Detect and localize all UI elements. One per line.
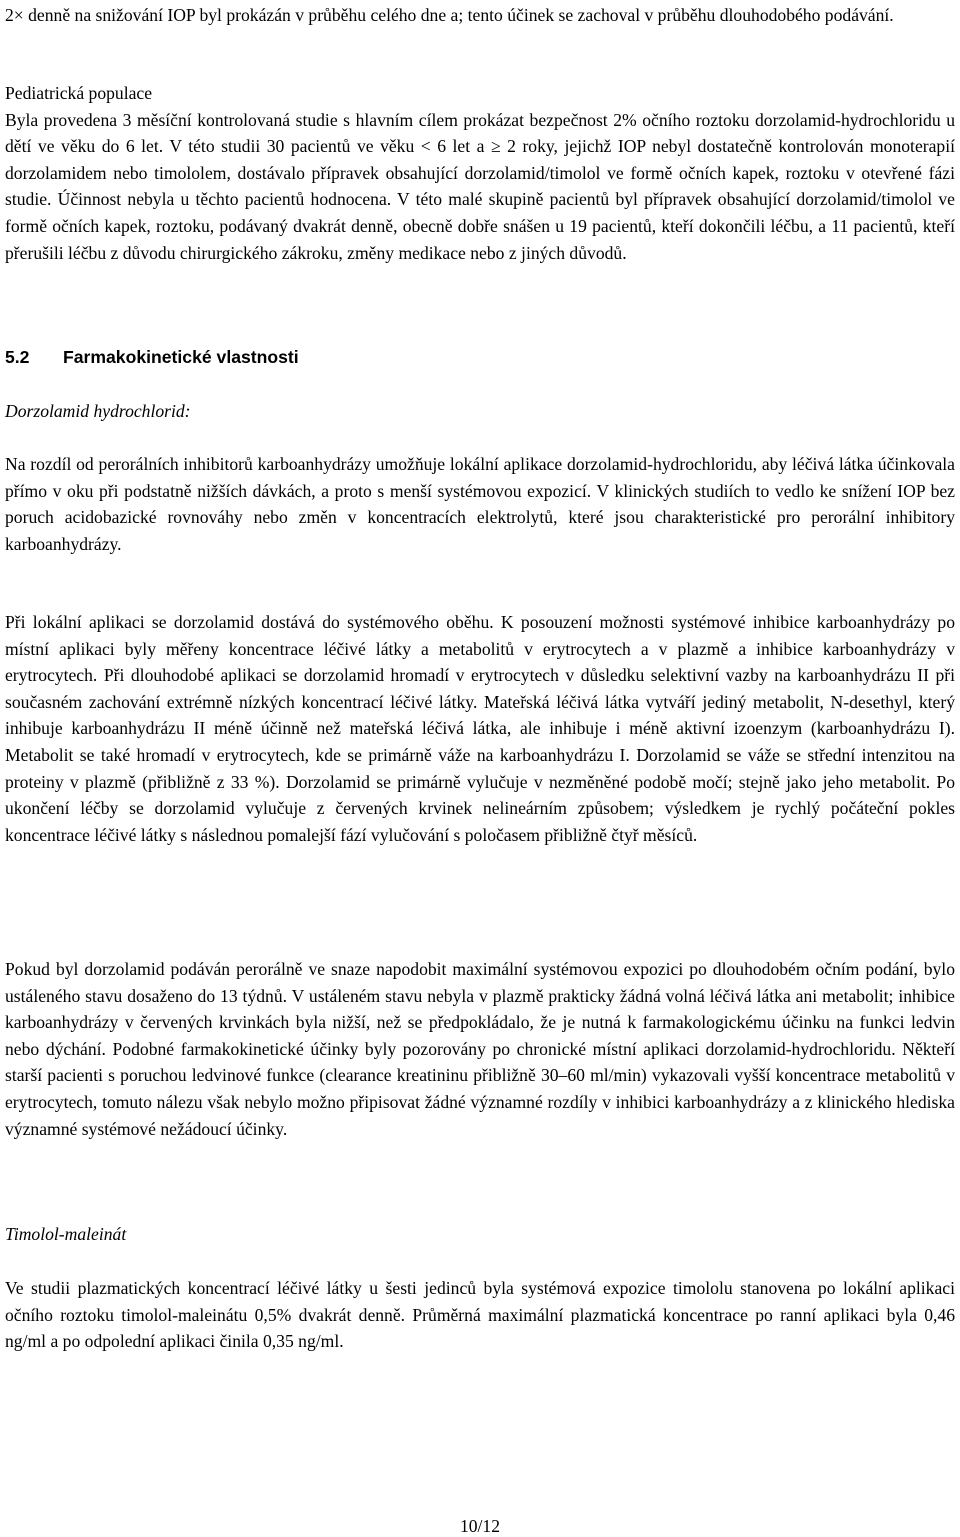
pediatric-paragraph: Byla provedena 3 měsíční kontrolovaná studie s hlavním cílem prokázat bezpečnost 2% očního roztoku dorzolamid-hydrochloridu u dětí ve věku do 6 let. V této studii 30 pacientů ve věku < 6 let a ≥ 2 roky, jejichž IOP nebyl dostatečně kontrolován monoterapií dorzolamidem nebo timololem, dostávalo přípravek obsahující dorzolamid/timolol ve formě očních kapek, roztoku v otevřené fázi studie. Účinnost nebyla u těchto pacientů hodnocena. V této malé skupině pacientů byl přípravek obsahující dorzolamid/timolol ve formě očních kapek, roztoku, podávaný dvakrát denně, obecně dobře snášen u 19 pacientů, kteří dokončili léčbu, a 11 pacientů, kteří přerušili léčbu z důvodu chirurgického zákroku, změny medikace nebo z jiných důvodů. (5, 109, 955, 263)
dorzolamide-paragraph-2: Při lokální aplikaci se dorzolamid dostává do systémového oběhu. K posouzení možnosti systémové inhibice karboanhydrázy po místní aplikaci byly měřeny koncentrace léčivé látky a metabolitů v erytrocytech a v plazmě a inhibice karboanhydrázy v erytrocytech. Při dlouhodobé aplikaci se dorzolamid hromadí v erytrocytech v důsledku selektivní vazby na karboanhydrázu II při současném zachování extrémně nízkých koncentrací léčivé látky. Mateřská léčivá látka vytváří jediný metabolit, N-desethyl, který inhibuje karboanhydrázu II méně účinně než mateřská léčivá látka, ale inhibuje i méně aktivní izoenzym (karboanhydrázu I). Metabolit se také hromadí v erytrocytech, kde se primárně váže na karboanhydrázu I. Dorzolamid se váže se střední intenzitou na proteiny v plazmě (přibližně z 33 %). Dorzolamid se primárně vylučuje v nezměněné podobě močí; stejně jako jeho metabolit. Po ukončení léčby se dorzolamid vylučuje z červených krvinek nelineárním způsobem; výsledkem je rychlý počáteční pokles koncentrace léčivé látky s následnou pomalejší fází vylučování s poločasem přibližně čtyř měsíců. (5, 612, 955, 845)
timolol-paragraph: Ve studii plazmatických koncentrací léčivé látky u šesti jedinců byla systémová expozice timololu stanovena po lokální aplikaci očního roztoku timolol-maleinátu 0,5% dvakrát denně. Průměrná maximální plazmatická koncentrace po ranní aplikaci byla 0,46 ng/ml a po odpolední aplikaci činila 0,35 ng/ml. (5, 1278, 955, 1352)
intro-paragraph: 2× denně na snižování IOP byl prokázán v průběhu celého dne a; tento účinek se zachoval v průběhu dlouhodobého podávání. (5, 5, 894, 25)
page-number: 10/12 (459, 1516, 501, 1536)
section-title: Farmakokinetické vlastnosti (63, 347, 299, 367)
subheading-timolol: Timolol-maleinát (5, 1224, 127, 1244)
subheading-dorzolamide: Dorzolamid hydrochlorid: (5, 401, 191, 421)
pediatric-heading: Pediatrická populace (5, 83, 153, 103)
section-number: 5.2 (5, 347, 30, 367)
pediatric-section (5, 80, 955, 266)
dorzolamide-paragraph-3: Pokud byl dorzolamid podáván perorálně ve snaze napodobit maximální systémovou expozici po dlouhodobém očním podání, bylo ustáleného stavu dosaženo do 13 týdnů. V ustáleném stavu nebyla v plazmě prakticky žádná volná léčivá látka ani metabolit; inhibice karboanhydrázy v červených krvinkách byla nižší, než se předpokládalo, že je nutná k farmakologickému účinku na funkci ledvin nebo dýchání. Podobné farmakokinetické účinky byly pozorovány po chronické místní aplikaci dorzolamid-hydrochloridu. Někteří starší pacienti s poruchou ledvinové funkce (clearance kreatininu přibližně 30–60 ml/min) vykazovali vyšší koncentrace metabolitů v erytrocytech, tomuto nálezu však nebylo možno připisovat žádné významné rozdíly v inhibici karboanhydrázy a z klinického hlediska významné systémové nežádoucí účinky. (5, 959, 955, 1139)
section-heading (5, 344, 955, 370)
dorzolamide-paragraph-1: Na rozdíl od perorálních inhibitorů karboanhydrázy umožňuje lokální aplikace dorzolamid-hydrochloridu, aby léčivá látka účinkovala přímo v oku při podstatně nižších dávkách, a proto s menší systémovou expozicí. V klinických studiích to vedlo ke snížení IOP bez poruch acidobazické rovnováhy nebo změn v koncentracích elektrolytů, které jsou charakteristické pro perorální inhibitory karboanhydrázy. (5, 454, 955, 554)
